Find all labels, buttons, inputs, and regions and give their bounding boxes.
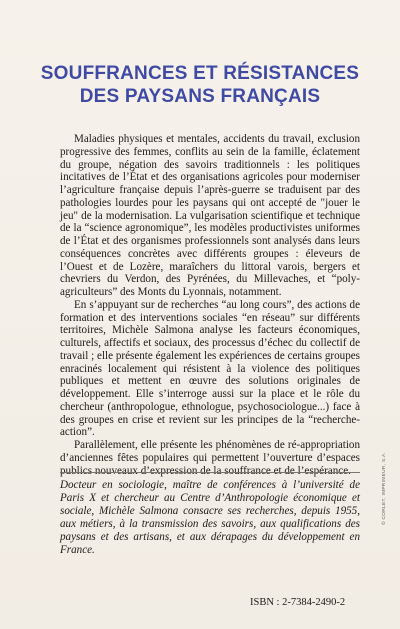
section-divider — [60, 472, 360, 473]
book-title-line-2: DES PAYSANS FRANÇAIS — [79, 86, 321, 107]
author-bio-text: Docteur en sociologie, maître de conférences à l’université de Paris X et chercheur au Centre d’Anthropologie économique et sociale, Michèle Salmona consacre ses recherches, depuis 1955, aux métiers, à la transmission des savoirs, aux qualifications des paysans et des artisans, et aux dérapages du développement en France. — [60, 479, 360, 556]
blurb-paragraph-3: Parallèlement, elle présente les phénomènes de ré-appropriation d’anciennes fêtes populaires qui permettent l’ouverture d’espaces publics nouveaux d’expression de la souffrance et de l’espérance. — [60, 439, 360, 477]
book-title-line-1: SOUFFRANCES ET RÉSISTANCES — [40, 63, 360, 84]
blurb-paragraph-2: En s’appuyant sur de recherches “au long cours”, des actions de formation et des interventions sociales “en réseau” sur différents territoires, Michèle Salmona analyse les facteurs économiques, culturels, affectifs et sociaux, des processus d’échec du collectif de travail ; elle présente également les expériences de certains groupes enracinés localement qui résistent à la violence des politiques publiques et mettent en œuvre des solutions originales de développement. Elle s’interroge aussi sur la place et le rôle du chercheur (anthropologue, ethnologue, psychosociologue...) face à des groupes en crise et revient sur les principes de la “recherche-action”. — [60, 298, 360, 439]
book-title — [0, 62, 400, 108]
blurb — [60, 133, 360, 477]
author-bio — [60, 479, 360, 556]
blurb-paragraph-1: Maladies physiques et mentales, accidents du travail, exclusion progressive des femmes, conflits au sein de la famille, éclatement du groupe, négation des savoirs traditionnels : les politiques incitatives de l’État et des organisations agricoles pour moderniser l’agriculture française depuis l’après-guerre se traduisent par des pathologies lourdes pour les paysans qui ont accepté de "jouer le jeu" de la modernisation. La vulgarisation scientifique et technique de la “science agronomique”, les modèles productivistes uniformes de l’État et des organismes professionnels sont analysés dans leurs conséquences concrètes avec différents groupes : éleveurs de l’Ouest et de Lozère, maraîchers du littoral varois, bergers et chevriers du Verdon, des Pyrénées, du Millevaches, et “poly-agriculteurs” des Monts du Lyonnais, notamment. — [60, 133, 360, 298]
printer-credit: © CORLET, IMPRIMEUR, S.A. — [382, 451, 387, 525]
isbn: ISBN : 2-7384-2490-2 — [250, 597, 346, 608]
